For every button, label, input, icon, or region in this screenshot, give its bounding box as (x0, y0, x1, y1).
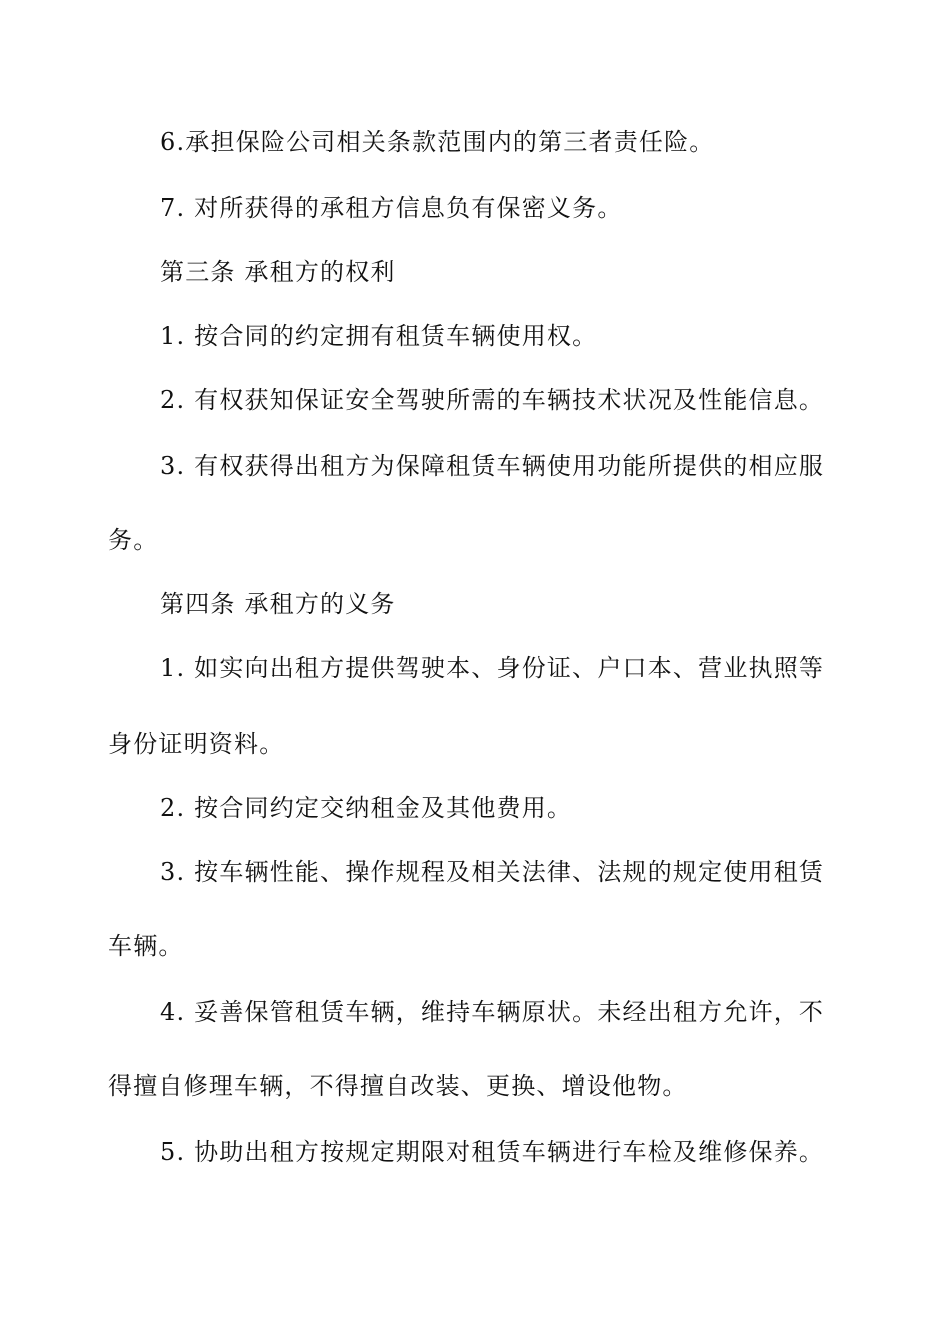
clause-line: 3. 有权获得出租方为保障租赁车辆使用功能所提供的相应服 (160, 452, 825, 480)
clause-line: 2. 按合同约定交纳租金及其他费用。 (160, 794, 573, 822)
clause-line: 2. 有权获知保证安全驾驶所需的车辆技术状况及性能信息。 (160, 386, 825, 414)
clause-line: 1. 按合同的约定拥有租赁车辆使用权。 (160, 322, 598, 350)
section-heading: 第四条 承租方的义务 (160, 590, 396, 618)
clause-line-continuation: 车辆。 (108, 932, 184, 960)
clause-line-continuation: 得擅自修理车辆，不得擅自改装、更换、增设他物。 (108, 1072, 688, 1100)
clause-line: 5. 协助出租方按规定期限对租赁车辆进行车检及维修保养。 (160, 1138, 825, 1166)
clause-line-continuation: 身份证明资料。 (108, 730, 285, 758)
section-heading: 第三条 承租方的权利 (160, 258, 396, 286)
clause-line: 3. 按车辆性能、操作规程及相关法律、法规的规定使用租赁 (160, 858, 825, 886)
clause-line-continuation: 务。 (108, 526, 159, 554)
clause-line: 1. 如实向出租方提供驾驶本、身份证、户口本、营业执照等 (160, 654, 825, 682)
clause-line: 7. 对所获得的承租方信息负有保密义务。 (160, 194, 623, 222)
clause-line: 4. 妥善保管租赁车辆，维持车辆原状。未经出租方允许，不 (160, 998, 825, 1026)
clause-line: 6.承担保险公司相关条款范围内的第三者责任险。 (160, 128, 715, 156)
